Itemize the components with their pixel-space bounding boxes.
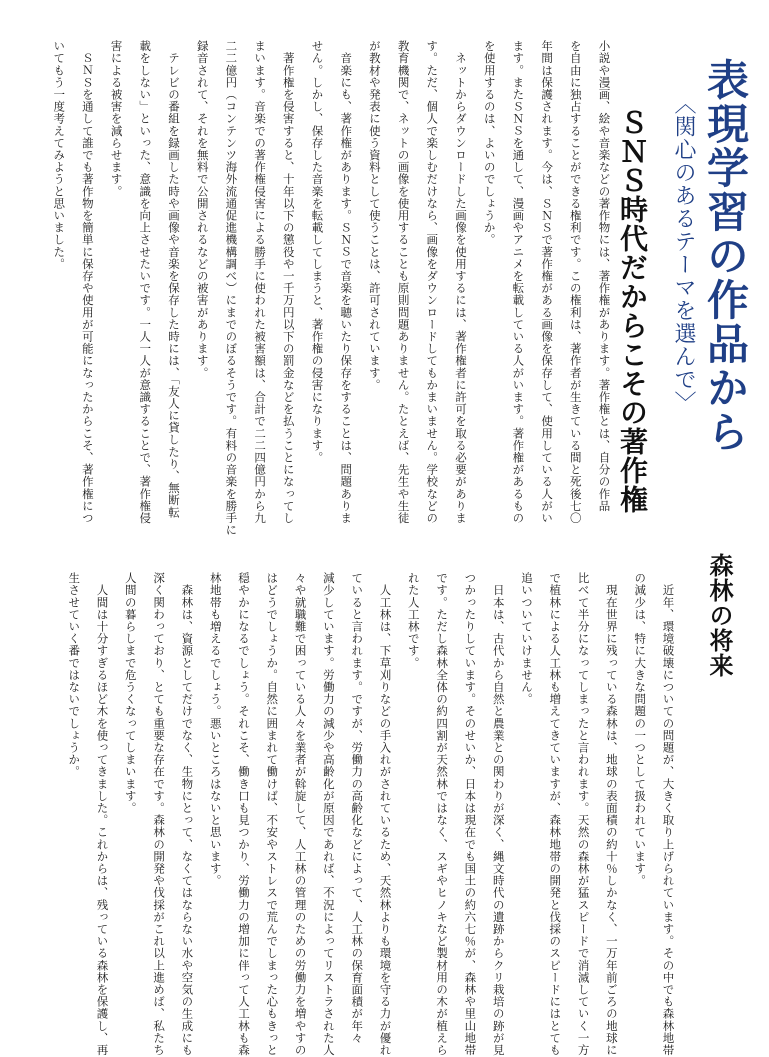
text-line: れた人工林です。 xyxy=(406,572,421,669)
text-line: 生させていく番ではないでしょうか。 xyxy=(67,572,82,778)
text-line: テレビの番組を録画した時や画像や音楽を保存した時には、「友人に貸したり、無断転 xyxy=(167,40,181,519)
text-line: 日本は、古代から自然と農業との関わりが深く、縄文時代の遺跡からクリ栽培の跡が見 xyxy=(491,572,506,1056)
text-line: 現在世界に残っている森林は、地球の表面積の約十％しかなく、一万年前ごろの地球に xyxy=(604,572,619,1056)
text-line: が教材や発表に使う資料として使うことは、許可されています。 xyxy=(367,40,382,391)
text-line: 減少しています。労働力の減少や高齢化が原因であれば、不況によってリストラされた人 xyxy=(321,572,336,1056)
text-line: の減少は、特に大きな問題の一つとして扱われています。 xyxy=(633,572,648,887)
text-line: はどうでしょうか。自然に囲まれて働けば、不安やストレスで荒んでしまった心もきっと xyxy=(265,572,280,1056)
text-line: です。ただし森林全体の約四割が天然林ではなく、スギやヒノキなど製材用の木が植えら xyxy=(435,572,450,1056)
text-line: 比べて半分になってしまったと言われます。天然の森林が猛スピードで消滅していく一方 xyxy=(576,572,591,1056)
text-line: で植林による人工林も増えてきていますが、森林地帯の開発と伐採のスピードにはとても xyxy=(548,572,563,1056)
text-line: 載をしない」といった、意識を向上させたいです。一人一人が意識することで、著作権侵 xyxy=(138,40,153,524)
text-line: 近年、環境破壊についての問題が、大きく取り上げられています。その中でも森林地帯 xyxy=(661,572,676,1056)
page-title: 表現学習の作品から xyxy=(701,58,750,454)
text-line: 音楽にも、著作権があります。ＳＮＳで音楽を聴いたり保存をすることは、問題ありま xyxy=(339,40,354,524)
text-line: 森林は、資源としてだけでなく、生物にとって、なくてはならない水や空気の生成にも xyxy=(180,572,195,1056)
text-line: 人間は十分すぎるほど木を使ってきました。これからは、残っている森林を保護し、再 xyxy=(95,572,110,1056)
text-line: まいます。音楽での著作権侵害による勝手に使われた被害額は、合計で二二四億円から九 xyxy=(253,40,268,524)
text-line: ネットからダウンロードした画像を使用するには、著作権者に許可を取る必要がありま xyxy=(454,40,468,524)
text-line: 害による被害を減らせます。 xyxy=(109,40,124,198)
text-line: す。ただ、個人で楽しむだけなら、画像をダウンロードしてもかまいません。学校などの xyxy=(425,40,440,524)
text-line: 人間の暮らしまで危うくなってしまいます。 xyxy=(123,572,138,814)
essay-1-heading: ＳＮＳ時代だからこその著作権 xyxy=(616,108,649,514)
text-line: 々や就職難で困っている人々を業者が斡旋して、人工林の管理のための労働力を増やすの xyxy=(293,572,308,1056)
text-line: 年間は保護されます。今は、ＳＮＳで著作権がある画像を保存して、使用している人がい xyxy=(540,40,555,524)
text-line: ます。またＳＮＳを通して、漫画やアニメを転載している人がいます。著作権があるもの xyxy=(511,40,526,524)
text-line: つかったりしています。そのせいか、日本は現在でも国土の約六七％が、森林や里山地帯 xyxy=(463,572,478,1056)
text-line: 二二億円（コンテンツ海外流通促進機構調べ）にまでのぼるそうです。有料の音楽を勝手に xyxy=(224,40,239,537)
text-line: 林地帯も増えるでしょう。悪いところはないと思います。 xyxy=(208,572,223,887)
text-line: を使用するのは、よいのでしょうか。 xyxy=(482,40,497,246)
text-line: ていると言われます。ですが、労働力の高齢化などによって、人工林の保育面積が年々 xyxy=(350,572,365,1044)
text-line: を自由に独占することができる権利です。この権利は、著作者が生きている間と死後七〇 xyxy=(568,40,583,524)
text-line: 追いついていけません。 xyxy=(520,572,534,706)
text-line: せん。しかし、保存した音楽を転載してしまうと、著作権の侵害になります。 xyxy=(310,40,325,464)
text-line: 穏やかになるでしょう。それこそ、働き口も見つかり、労働力の増加に伴って人工林も森 xyxy=(237,572,251,1056)
essay-2-heading: 森林の将来 xyxy=(705,553,733,678)
text-line: ＳＮＳを通して誰でも著作物を簡単に保存や使用が可能になったからこそ、著作権につ xyxy=(80,40,95,524)
page-subtitle: 〈関心のあるテーマを選んで〉 xyxy=(671,92,696,414)
text-line: 録音されて、それを無料で公開されるなどの被害があります。 xyxy=(195,40,210,379)
text-line: 教育機関で、ネットの画像を使用することも原則問題ありません。たとえば、先生や生徒 xyxy=(396,40,411,524)
text-line: 著作権を侵害すると、十年以下の懲役や一千万円以下の罰金などを払うことになってし xyxy=(281,40,296,524)
text-line: 小説や漫画、絵や音楽などの著作物には、著作権があります。著作権とは、自分の作品 xyxy=(597,40,612,512)
text-line: 人工林は、下草刈りなどの手入れがされているため、天然林よりも環境を守る力が優れ xyxy=(378,572,393,1056)
text-line: いてもう一度考えてみようと思いました。 xyxy=(52,40,67,270)
text-line: 深く関わっており、とても重要な存在です。森林の開発や伐採がこれ以上進めば、私たち xyxy=(152,572,167,1056)
